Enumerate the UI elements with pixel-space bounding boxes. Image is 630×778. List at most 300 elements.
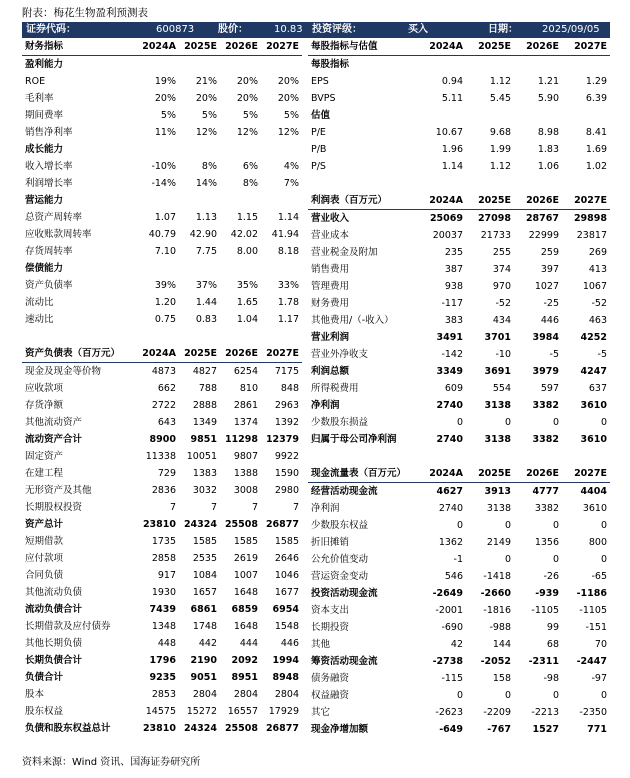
row-value: -2052	[480, 656, 511, 667]
row-value: 2092	[231, 655, 258, 666]
table-row	[308, 704, 610, 721]
row-value: 374	[492, 264, 511, 275]
row-value	[514, 56, 562, 74]
row-value: -988	[489, 622, 511, 633]
row-value: 2888	[192, 400, 217, 411]
row-value	[514, 175, 562, 192]
row-value	[138, 56, 179, 74]
row-value: 14575	[145, 706, 176, 717]
table-row	[22, 192, 302, 209]
row-value: 5%	[283, 110, 299, 121]
row-label: 折旧摊销	[311, 537, 350, 548]
row-value: 0.83	[195, 314, 217, 325]
row-value: 6%	[242, 161, 258, 172]
row-label: 筹资活动现金流	[311, 656, 378, 667]
row-value: -2447	[576, 656, 607, 667]
row-value: 1392	[274, 417, 299, 428]
row-value: 15272	[186, 706, 217, 717]
row-value: 25508	[224, 723, 258, 734]
row-value: 2024A	[138, 38, 179, 56]
row-value: 29898	[573, 213, 607, 224]
table-row	[22, 448, 302, 465]
row-value: 21%	[195, 76, 217, 87]
row-value	[562, 56, 610, 74]
row-value: 2861	[233, 400, 258, 411]
row-value: -2311	[528, 656, 559, 667]
row-value: 3032	[192, 485, 217, 496]
row-label: 毛利率	[25, 93, 54, 104]
table-row	[308, 687, 610, 704]
row-value: 35%	[236, 280, 258, 291]
row-label: 债务融资	[311, 673, 350, 684]
table-row	[22, 686, 302, 703]
stock-info-bar	[22, 22, 610, 38]
row-label: 资产负债率	[25, 280, 73, 291]
row-label: 管理费用	[311, 281, 350, 292]
row-value: 3491	[436, 332, 463, 343]
table-row	[308, 295, 610, 312]
row-value: 3382	[534, 503, 559, 514]
row-value: 70	[594, 639, 607, 650]
source-note: 资料来源：Wind 资讯、国海证券研究所	[22, 757, 201, 768]
table-row	[308, 483, 610, 501]
row-label: 流动资产合计	[25, 434, 83, 445]
row-value: 5%	[242, 110, 258, 121]
row-value: -2649	[432, 588, 463, 599]
table-row	[308, 500, 610, 517]
row-value	[261, 260, 302, 277]
row-value	[220, 141, 261, 158]
row-label: 其他流动负债	[25, 587, 83, 598]
table-row	[22, 720, 302, 737]
row-value: 20%	[236, 93, 258, 104]
row-value: 24324	[183, 723, 217, 734]
row-value: 810	[239, 383, 258, 394]
table-row	[308, 329, 610, 346]
row-value: 7	[169, 502, 176, 513]
row-value: 1796	[149, 655, 176, 666]
row-label: 长期借款及应付债券	[25, 621, 111, 632]
row-value: -690	[441, 622, 463, 633]
row-value: 42	[450, 639, 463, 650]
row-value: -2623	[435, 707, 463, 718]
row-value: 0	[600, 690, 607, 701]
table-row	[308, 141, 610, 158]
row-value: -939	[535, 588, 559, 599]
row-value: 16557	[227, 706, 258, 717]
row-value: 597	[540, 383, 559, 394]
row-value: 41.94	[271, 229, 299, 240]
table-row	[308, 653, 610, 670]
row-value: 1735	[151, 536, 176, 547]
row-value	[466, 175, 514, 192]
row-value	[466, 107, 514, 124]
row-value	[466, 56, 514, 74]
row-value: 1585	[233, 536, 258, 547]
row-value: 1648	[233, 621, 258, 632]
row-value: 0	[504, 520, 511, 531]
row-value: 42.02	[230, 229, 258, 240]
row-label: 营业税金及附加	[311, 247, 378, 258]
table-row	[308, 312, 610, 329]
row-value: 259	[540, 247, 559, 258]
row-value: 26877	[265, 519, 299, 530]
row-label: 净利润	[311, 400, 340, 411]
row-label: 营业收入	[311, 213, 350, 224]
row-value: 3138	[486, 503, 511, 514]
row-value: 1994	[272, 655, 299, 666]
row-value: 2025E	[179, 345, 220, 363]
row-label: 固定资产	[25, 451, 64, 462]
row-value: 1.44	[195, 297, 217, 308]
row-value: 1348	[151, 621, 176, 632]
row-value: 2024A	[138, 345, 179, 363]
table-row	[308, 602, 610, 619]
table-row	[22, 567, 302, 584]
row-label: 利润增长率	[25, 178, 73, 189]
row-label: 其它	[311, 707, 331, 718]
row-label: 长期股权投资	[25, 502, 83, 513]
table-row	[308, 448, 610, 465]
row-value: 42.90	[189, 229, 217, 240]
row-label: 营运资金变动	[311, 571, 369, 582]
row-value: 1.99	[489, 144, 511, 155]
table-row	[308, 175, 610, 192]
row-value: 12%	[277, 127, 299, 138]
table-row	[22, 311, 302, 328]
row-value: 5%	[160, 110, 176, 121]
row-value: -25	[543, 298, 559, 309]
row-label: 营业成本	[311, 230, 350, 241]
row-value: 383	[444, 315, 463, 326]
row-value: 397	[540, 264, 559, 275]
row-value: 413	[588, 264, 607, 275]
row-label: 每股指标	[311, 59, 350, 70]
row-label: 资产总计	[25, 519, 64, 530]
row-value: -115	[441, 673, 463, 684]
row-value: 2024A	[418, 38, 466, 56]
row-value: 4627	[436, 486, 463, 497]
row-label: 其他长期负债	[25, 638, 83, 649]
row-value: 5.90	[537, 93, 559, 104]
row-value: 3701	[484, 332, 511, 343]
row-value: 1590	[274, 468, 299, 479]
row-value: 1.12	[489, 76, 511, 87]
row-value: 1.21	[537, 76, 559, 87]
row-value: -10	[495, 349, 511, 360]
table-row	[308, 278, 610, 295]
row-value: -767	[487, 724, 511, 735]
row-label: 合同负债	[25, 570, 64, 581]
row-value: 40.79	[148, 229, 176, 240]
row-value: 21733	[480, 230, 511, 241]
row-value: 1.96	[441, 144, 463, 155]
row-value	[466, 448, 514, 465]
row-value: 1084	[192, 570, 217, 581]
row-value: -52	[495, 298, 511, 309]
row-value: 1.69	[585, 144, 607, 155]
row-value: 1.13	[195, 212, 217, 223]
row-value: 1548	[274, 621, 299, 632]
row-value: 1.07	[154, 212, 176, 223]
row-label: 少数股东权益	[311, 520, 369, 531]
row-value: 235	[444, 247, 463, 258]
row-value: -151	[585, 622, 607, 633]
row-value: 11298	[224, 434, 258, 445]
table-row	[308, 721, 610, 738]
price-label: 股价：	[218, 24, 248, 35]
row-value: 442	[198, 638, 217, 649]
row-value: 0	[600, 520, 607, 531]
row-value: 3349	[436, 366, 463, 377]
row-value: 463	[588, 315, 607, 326]
table-row	[22, 277, 302, 294]
row-value: 255	[492, 247, 511, 258]
row-value: 23810	[142, 519, 176, 530]
row-value	[138, 192, 179, 209]
row-label: 资本支出	[311, 605, 350, 616]
row-value: 8.41	[585, 127, 607, 138]
table-row	[22, 635, 302, 652]
row-value: 8.98	[537, 127, 559, 138]
row-value: 1585	[274, 536, 299, 547]
row-value: 0	[504, 690, 511, 701]
row-label: 资产负债表（百万元）	[22, 345, 138, 363]
table-row	[22, 397, 302, 414]
table-row	[308, 56, 610, 74]
row-value: 2024A	[418, 192, 466, 210]
row-value: 2804	[274, 689, 299, 700]
row-value: 1748	[192, 621, 217, 632]
row-value: 7	[251, 502, 258, 513]
row-value: 1.04	[236, 314, 258, 325]
table-row	[22, 414, 302, 431]
table-row	[22, 533, 302, 550]
investment-rating: 买入	[408, 24, 428, 35]
row-value: 2190	[190, 655, 217, 666]
row-value: -1186	[576, 588, 607, 599]
row-value: 269	[588, 247, 607, 258]
table-row	[308, 158, 610, 175]
table-row	[22, 209, 302, 226]
row-label: 归属于母公司净利润	[311, 434, 397, 445]
row-value: 23810	[142, 723, 176, 734]
row-value	[261, 141, 302, 158]
table-row	[22, 73, 302, 90]
row-value: 1349	[192, 417, 217, 428]
row-value: 25508	[224, 519, 258, 530]
row-value: 2646	[274, 553, 299, 564]
row-value	[179, 328, 220, 345]
row-label: 长期负债合计	[25, 655, 83, 666]
row-value: 9235	[149, 672, 176, 683]
row-value: 6.39	[585, 93, 607, 104]
row-value: 4404	[580, 486, 607, 497]
row-value: 0	[456, 690, 463, 701]
row-value: 2025E	[466, 38, 514, 56]
row-value: -98	[543, 673, 559, 684]
table-row	[22, 124, 302, 141]
row-label: 在建工程	[25, 468, 64, 479]
row-label: 收入增长率	[25, 161, 73, 172]
row-value	[418, 56, 466, 74]
row-value: 3984	[532, 332, 559, 343]
table-row	[22, 226, 302, 243]
row-value: 2027E	[562, 465, 610, 483]
row-value: 0	[552, 690, 559, 701]
row-value: 2027E	[562, 192, 610, 210]
row-value: -65	[591, 571, 607, 582]
row-value: -2209	[483, 707, 511, 718]
row-value: 2024A	[418, 465, 466, 483]
table-row	[22, 294, 302, 311]
row-value: -26	[543, 571, 559, 582]
row-value: 4%	[283, 161, 299, 172]
row-value: 3610	[582, 503, 607, 514]
table-row	[22, 652, 302, 669]
row-value: 1.12	[489, 161, 511, 172]
row-value: 1.14	[277, 212, 299, 223]
row-value: 2027E	[562, 38, 610, 56]
table-row	[22, 618, 302, 635]
table-row	[22, 158, 302, 175]
row-value: 144	[492, 639, 511, 650]
row-label: 流动比	[25, 297, 54, 308]
row-value: 68	[546, 639, 559, 650]
row-value: 546	[444, 571, 463, 582]
row-value: 1356	[534, 537, 559, 548]
row-value: -142	[441, 349, 463, 360]
table-row	[308, 363, 610, 380]
row-value: 20037	[432, 230, 463, 241]
table-row	[308, 619, 610, 636]
row-value: -5	[549, 349, 559, 360]
table-row	[22, 482, 302, 499]
row-value: 1.83	[537, 144, 559, 155]
row-label: 利润总额	[311, 366, 350, 377]
row-value: 1007	[233, 570, 258, 581]
row-value: -10%	[151, 161, 176, 172]
table-row	[22, 243, 302, 260]
row-value: 28767	[525, 213, 559, 224]
row-value	[418, 448, 466, 465]
row-value: 1.29	[585, 76, 607, 87]
row-value	[138, 328, 179, 345]
row-label	[308, 448, 418, 465]
page-title: 附表：梅花生物盈利预测表	[22, 7, 148, 19]
row-label: 所得税费用	[311, 383, 359, 394]
row-value: -2213	[531, 707, 559, 718]
row-value: 446	[540, 315, 559, 326]
row-label: 股本	[25, 689, 45, 700]
row-value: 12379	[265, 434, 299, 445]
row-label: 销售净利率	[25, 127, 73, 138]
row-label	[308, 175, 418, 192]
row-value	[418, 175, 466, 192]
row-value: 2963	[274, 400, 299, 411]
table-row	[22, 363, 302, 381]
row-value: 0.94	[441, 76, 463, 87]
row-value: 2535	[192, 553, 217, 564]
row-label: 现金流量表（百万元）	[308, 465, 418, 483]
row-value: 1.02	[585, 161, 607, 172]
row-value: 158	[492, 673, 511, 684]
row-label: 存货净额	[25, 400, 64, 411]
table-row	[22, 516, 302, 533]
row-value: 24324	[183, 519, 217, 530]
row-label: 权益融资	[311, 690, 350, 701]
row-value: 7.10	[154, 246, 176, 257]
row-value	[261, 56, 302, 74]
row-value: 6254	[233, 366, 258, 377]
table-row	[22, 141, 302, 158]
row-value: 0	[552, 520, 559, 531]
row-value	[179, 56, 220, 74]
row-value: -1	[453, 554, 463, 565]
row-value: -2350	[579, 707, 607, 718]
row-value: 387	[444, 264, 463, 275]
row-label: 公允价值变动	[311, 554, 369, 565]
row-label: P/E	[311, 127, 326, 138]
row-value: 1585	[192, 536, 217, 547]
date-label: 日期：	[488, 24, 518, 35]
table-row	[22, 175, 302, 192]
row-label: 现金净增加额	[311, 724, 369, 735]
table-row	[22, 56, 302, 74]
row-value	[514, 448, 562, 465]
row-value	[562, 175, 610, 192]
row-label: 营业外净收支	[311, 349, 369, 360]
row-value: 1383	[192, 468, 217, 479]
table-row	[22, 380, 302, 397]
row-value: 3008	[233, 485, 258, 496]
row-label: P/S	[311, 161, 326, 172]
row-value: 1657	[192, 587, 217, 598]
row-label: 其他流动资产	[25, 417, 83, 428]
row-value: 3913	[484, 486, 511, 497]
row-value: 5.45	[489, 93, 511, 104]
table-row	[308, 192, 610, 210]
row-value: 554	[492, 383, 511, 394]
row-value: 1.65	[236, 297, 258, 308]
row-label: 速动比	[25, 314, 54, 325]
code-label: 证券代码：	[26, 24, 76, 35]
row-value: 2025E	[466, 192, 514, 210]
row-value: 2026E	[514, 192, 562, 210]
row-value: -2660	[480, 588, 511, 599]
row-value: 1374	[233, 417, 258, 428]
row-value: 9051	[190, 672, 217, 683]
row-value: 2026E	[220, 345, 261, 363]
row-value: 3610	[580, 434, 607, 445]
row-label: 长期投资	[311, 622, 350, 633]
row-value: 4827	[192, 366, 217, 377]
row-value: 1.78	[277, 297, 299, 308]
row-value: 8%	[242, 178, 258, 189]
row-value	[220, 260, 261, 277]
row-value: 9922	[274, 451, 299, 462]
table-row	[308, 73, 610, 90]
row-value: 37%	[195, 280, 217, 291]
row-value: 1648	[233, 587, 258, 598]
row-value: 2149	[486, 537, 511, 548]
row-value: 1027	[534, 281, 559, 292]
row-value: -14%	[151, 178, 176, 189]
row-label: 负债和股东权益总计	[25, 723, 111, 734]
row-value: 1.15	[236, 212, 258, 223]
table-row	[308, 585, 610, 602]
row-value: 8900	[149, 434, 176, 445]
